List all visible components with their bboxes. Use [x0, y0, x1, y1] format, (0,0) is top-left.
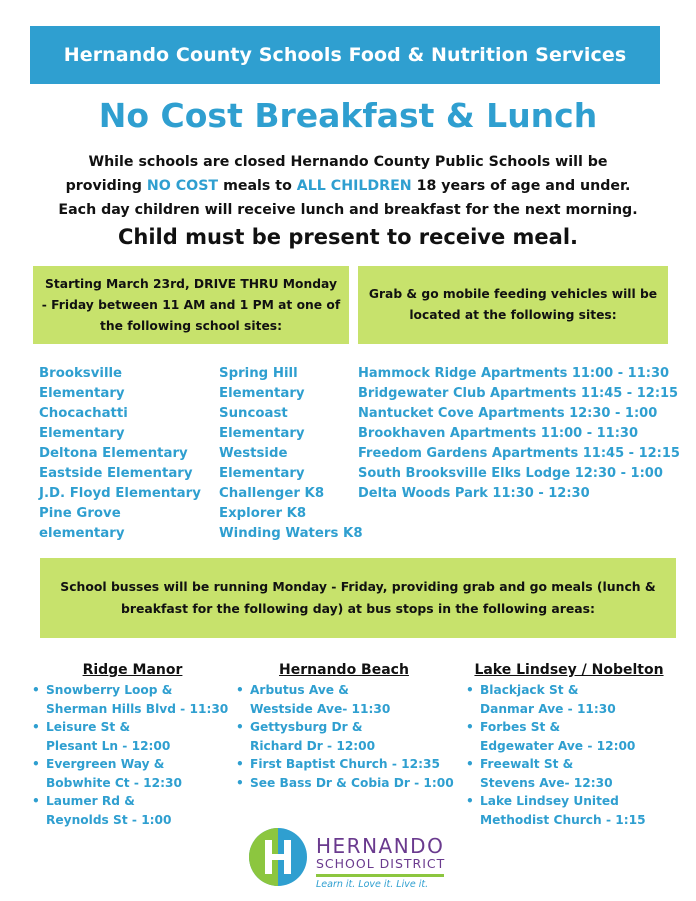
logo-divider — [316, 874, 444, 877]
bus-stop-line: Bobwhite Ct - 12:30 — [46, 775, 182, 790]
area-title: Lake Lindsey / Nobelton — [474, 662, 664, 678]
bus-stop-item — [464, 792, 674, 829]
bus-stop-list — [234, 681, 454, 792]
school-site-line: Deltona Elementary — [39, 446, 188, 461]
mobile-site-list — [358, 364, 694, 504]
mobile-feeding-text: Grab & go mobile feeding vehicles will be located at the following sites: — [368, 287, 658, 322]
school-site-line: Suncoast — [219, 406, 288, 421]
school-site-line: Elementary — [219, 466, 305, 481]
area-title: Ridge Manor — [82, 662, 183, 678]
bus-stop-line: • Gettysburg Dr & — [250, 720, 363, 734]
mobile-feeding-box — [358, 266, 668, 344]
bus-stop-line: Methodist Church - 1:15 — [480, 812, 646, 827]
school-site-line: elementary — [39, 526, 125, 541]
school-site-line: Elementary — [39, 386, 125, 401]
school-site-line: Explorer K8 — [219, 506, 307, 521]
mobile-site-item: Delta Woods Park 11:30 - 12:30 — [358, 486, 590, 501]
logo-text — [316, 834, 445, 890]
bus-stop-line: • Snowberry Loop & — [46, 683, 173, 697]
bus-stop-line: • First Baptist Church - 12:35 — [250, 757, 440, 771]
school-site-line: J.D. Floyd Elementary — [39, 486, 201, 501]
intro-text — [10, 150, 686, 222]
bus-stop-item — [30, 755, 235, 792]
must-be-present-notice: Child must be present to receive meal. — [117, 225, 579, 249]
h-logo-icon — [248, 826, 308, 888]
bus-stop-line: • Leisure St & — [46, 720, 131, 734]
bus-stop-list — [464, 681, 674, 829]
mobile-site-item: South Brooksville Elks Lodge 12:30 - 1:00 — [358, 466, 663, 481]
bus-stop-item — [464, 755, 674, 792]
mobile-site-item: Nantucket Cove Apartments 12:30 - 1:00 — [358, 406, 658, 421]
bus-stop-item — [234, 774, 454, 793]
school-site-line: Chocachatti — [39, 406, 128, 421]
intro-text-part: meals to — [223, 178, 292, 194]
bus-stop-item — [30, 718, 235, 755]
area-hernando-beach — [234, 662, 454, 792]
mobile-site-item: Brookhaven Apartments 11:00 - 11:30 — [358, 426, 638, 441]
bus-stop-line: • Blackjack St & — [480, 683, 579, 697]
logo-name: HERNANDO — [316, 834, 445, 858]
mobile-site-item: Freedom Gardens Apartments 11:45 - 12:15 — [358, 446, 680, 461]
bus-stop-line: Edgewater Ave - 12:00 — [480, 738, 636, 753]
bus-stop-line: Danmar Ave - 11:30 — [480, 701, 616, 716]
intro-line-1: While schools are closed Hernando County Public Schools will be — [88, 154, 608, 170]
drive-thru-box — [33, 266, 349, 344]
bus-stop-line: Westside Ave- 11:30 — [250, 701, 391, 716]
bus-stop-line: Stevens Ave- 12:30 — [480, 775, 613, 790]
school-list-column-1 — [39, 364, 217, 544]
logo-subtitle: SCHOOL DISTRICT — [316, 856, 446, 871]
bus-stop-list — [30, 681, 235, 829]
bus-stop-line: • Laumer Rd & — [46, 794, 135, 808]
bus-stop-line: Richard Dr - 12:00 — [250, 738, 376, 753]
bus-stop-line: • Arbutus Ave & — [250, 683, 349, 697]
school-site-line: Eastside Elementary — [39, 466, 193, 481]
school-site-line: Elementary — [39, 426, 125, 441]
bus-stop-item — [30, 681, 235, 718]
district-logo — [248, 826, 458, 892]
bus-stop-line: Sherman Hills Blvd - 11:30 — [46, 701, 229, 716]
bus-stop-item — [464, 681, 674, 718]
intro-text-part: 18 years of age and under. — [416, 178, 631, 194]
bus-stop-line: • See Bass Dr & Cobia Dr - 1:00 — [250, 775, 454, 790]
school-site-line: Elementary — [219, 426, 305, 441]
page-title: No Cost Breakfast & Lunch — [98, 96, 598, 135]
bus-stop-line: • Evergreen Way & — [46, 757, 165, 771]
school-site-line: Winding Waters K8 — [219, 526, 363, 541]
area-title: Hernando Beach — [279, 662, 409, 678]
logo-tagline: Learn it. Love it. Live it. — [316, 879, 429, 890]
bus-stop-line: • Lake Lindsey United — [480, 794, 619, 808]
drive-thru-text: Starting March 23rd, DRIVE THRU Monday - Friday between 11 AM and 1 PM at one of the following school sites: — [41, 276, 341, 333]
area-lake-lindsey-nobelton — [464, 662, 674, 829]
bus-stop-line: Reynolds St - 1:00 — [46, 812, 172, 827]
bus-info-text: School busses will be running Monday - Friday, providing grab and go meals (lunch & breakfast for the following day) at bus stops in the following areas: — [60, 579, 656, 616]
school-site-line: Spring Hill — [219, 366, 298, 381]
school-site-line: Brooksville — [39, 366, 123, 381]
bus-stop-item — [234, 681, 454, 718]
school-site-line: Westside — [219, 446, 288, 461]
school-site-line: Pine Grove — [39, 506, 121, 521]
intro-text-part: providing — [65, 178, 142, 194]
highlight-no-cost: NO COST — [146, 178, 219, 194]
highlight-all-children: ALL CHILDREN — [296, 178, 412, 194]
bus-stop-item — [464, 718, 674, 755]
bus-stop-item — [30, 792, 235, 829]
bus-info-box — [40, 558, 676, 638]
bus-stop-line: • Freewalt St & — [480, 757, 574, 771]
intro-line-3: Each day children will receive lunch and breakfast for the next morning. — [58, 202, 638, 218]
school-site-line: Elementary — [219, 386, 305, 401]
bus-stop-item — [234, 718, 454, 755]
area-ridge-manor — [30, 662, 235, 829]
school-site-line: Challenger K8 — [219, 486, 325, 501]
bus-stop-item — [234, 755, 454, 774]
bus-stop-line: Plesant Ln - 12:00 — [46, 738, 171, 753]
intro-line-2 — [10, 174, 686, 198]
banner-title: Hernando County Schools Food & Nutrition Services — [63, 44, 627, 66]
bus-stop-line: • Forbes St & — [480, 720, 561, 734]
school-list-column-2 — [219, 364, 369, 544]
mobile-site-item: Bridgewater Club Apartments 11:45 - 12:15 — [358, 386, 679, 401]
mobile-site-item: Hammock Ridge Apartments 11:00 - 11:30 — [358, 366, 670, 381]
header-banner — [30, 26, 660, 84]
